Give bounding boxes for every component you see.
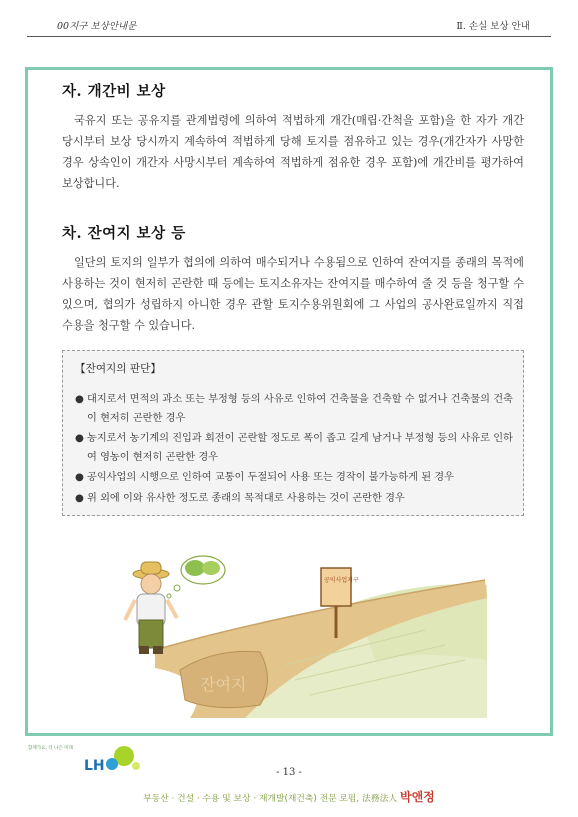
bullet-icon: ● bbox=[75, 433, 84, 444]
bullet-icon: ● bbox=[75, 394, 84, 405]
section-title-residual-land: 차. 잔여지 보상 등 bbox=[62, 225, 186, 242]
footer-note-text: 부동산 · 건설 · 수용 및 보상 · 재개발(재건축) 전문 로펌, 法務法人 bbox=[143, 794, 400, 804]
residual-land-criteria-box bbox=[62, 350, 524, 516]
page-header bbox=[0, 18, 578, 38]
logo-text: LH bbox=[84, 758, 105, 774]
criteria-item: ● 농지로서 농기계의 진입과 회전이 곤란할 정도로 폭이 좁고 길게 남거나 부정형 등의 사유로 인하여 영농이 현저히 곤란한 경우 bbox=[73, 430, 519, 467]
bullet-icon: ● bbox=[75, 492, 84, 504]
signpost bbox=[321, 568, 351, 606]
page-number: - 13 - bbox=[276, 767, 302, 778]
header-document-title: 00지구 보상안내문 bbox=[57, 21, 137, 32]
section-body-residual-land: 일단의 토지의 일부가 협의에 의하여 매수되거나 수용됨으로 인하여 잔여지를 종래의 목적에 사용하는 것이 현저히 곤란한 때 등에는 토지소유자는 잔여지를 매수하여 줄 것 등을 청구할 수 있으며, 협의가 성립하지 아니한 경우 관할 토지수용위원회에 그 사업의 공사완료일까지 직접 수용을 청구할 수 있습니다. bbox=[62, 256, 524, 332]
criteria-list bbox=[73, 391, 519, 510]
farmer-field-illustration bbox=[95, 540, 487, 718]
footer-brand: 박앤정 bbox=[399, 790, 435, 804]
section-body-reclamation: 국유지 또는 공유지를 관계법령에 의하여 적법하게 개간(매립·간척을 포함)을 한 자가 개간 당시부터 보상 당시까지 계속하여 적법하게 당해 토지를 점유하고 있는 경우(개간자가 사망한 경우 상속인이 개간자 사망시부터 계속하여 적법하게 점유한 경우 포함)에 개간비를 평가하여 보상합니다. bbox=[62, 114, 524, 190]
criteria-item: ● 위 외에 이와 유사한 정도로 종래의 목적대로 사용하는 것이 곤란한 경우 bbox=[73, 490, 519, 509]
farmer-figure bbox=[125, 562, 177, 654]
logo-tagline: 함께가요, 더 나은 미래 bbox=[28, 746, 73, 751]
field-label: 잔여지 bbox=[200, 675, 247, 694]
section-title-reclamation: 자. 개간비 보상 bbox=[62, 83, 166, 100]
criteria-item: ● 공익사업의 시행으로 인하여 교통이 두절되어 사용 또는 경작이 불가능하게 된 경우 bbox=[73, 469, 519, 488]
footer-note bbox=[0, 788, 578, 805]
sign-label: 공익사업지구 bbox=[324, 577, 359, 584]
criteria-box-title: 【잔여지의 판단】 bbox=[75, 363, 161, 375]
header-divider bbox=[27, 36, 551, 37]
criteria-item: ● 대지로서 면적의 과소 또는 부정형 등의 사유로 인하여 건축물을 건축할 수 없거나 건축물의 건축이 현저히 곤란한 경우 bbox=[73, 391, 519, 428]
bullet-icon: ● bbox=[75, 472, 84, 483]
header-chapter-title: Ⅱ. 손실 보상 안내 bbox=[456, 21, 530, 32]
